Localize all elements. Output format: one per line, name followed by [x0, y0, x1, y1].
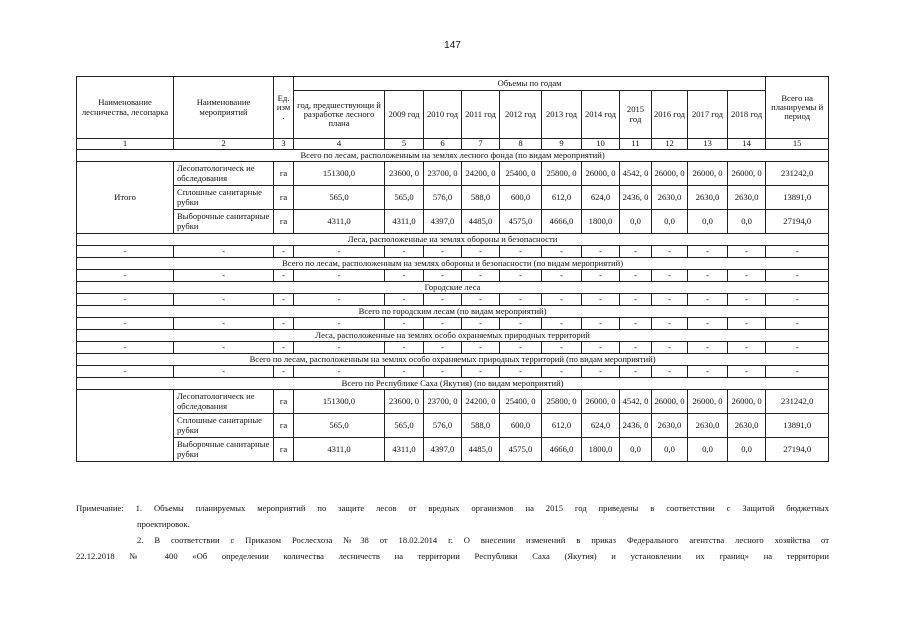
empty-cell: -	[688, 318, 728, 330]
empty-cell: -	[274, 366, 294, 378]
activity-name: Выборочные санитарные рубки	[174, 210, 274, 234]
year-value: 4666,0	[542, 210, 582, 234]
header-year: 2009 год	[385, 91, 424, 139]
year-value: 25400, 0	[500, 162, 542, 186]
column-number: 1	[77, 139, 174, 150]
column-number: 3	[274, 139, 294, 150]
column-number: 5	[385, 139, 424, 150]
empty-cell: -	[688, 270, 728, 282]
column-number: 12	[652, 139, 688, 150]
empty-cell: -	[728, 342, 766, 354]
header-row	[77, 77, 829, 91]
year-value: 25800, 0	[542, 390, 582, 414]
section-title-row	[77, 258, 829, 270]
column-number: 15	[766, 139, 829, 150]
year-value: 612,0	[542, 414, 582, 438]
activity-name: Выборочные санитарные рубки	[174, 438, 274, 462]
empty-cell: -	[766, 246, 829, 258]
section-title-row	[77, 234, 829, 246]
empty-cell: -	[294, 246, 385, 258]
year-value: 25400, 0	[500, 390, 542, 414]
year-value: 4666,0	[542, 438, 582, 462]
header-year: 2014 год	[582, 91, 620, 139]
empty-cell: -	[620, 318, 652, 330]
note-line-3: 2. В соответствии с Приказом Рослесхоза №38 от 18.02.2014 г. О внесении изменений в приказ Федерального агентства лесного хозяйства от	[137, 535, 829, 545]
section-title-row	[77, 330, 829, 342]
empty-cell: -	[500, 246, 542, 258]
table-row	[77, 162, 829, 186]
section-title: Всего по лесам, расположенным на землях лесного фонда (по видам мероприятий)	[77, 150, 829, 162]
year-value: 26000, 0	[728, 390, 766, 414]
empty-cell: -	[500, 342, 542, 354]
year-value: 24200, 0	[462, 390, 500, 414]
empty-cell: -	[688, 246, 728, 258]
total-value: 13891,0	[766, 414, 829, 438]
column-number: 10	[582, 139, 620, 150]
empty-cell: -	[582, 342, 620, 354]
column-number: 9	[542, 139, 582, 150]
table-row	[77, 414, 829, 438]
total-value: 13891,0	[766, 186, 829, 210]
empty-cell: -	[766, 342, 829, 354]
activity-name: Лесопатологическ ие обследования	[174, 390, 274, 414]
empty-cell: -	[728, 366, 766, 378]
empty-cell: -	[582, 246, 620, 258]
total-value: 231242,0	[766, 390, 829, 414]
section-title: Всего по городским лесам (по видам мероприятий)	[77, 306, 829, 318]
note-line-2: проектировок.	[137, 519, 190, 529]
empty-cell: -	[542, 318, 582, 330]
empty-cell: -	[77, 294, 174, 306]
note-line-1: Примечание: 1. Объемы планируемых мероприятий по защите лесов от вредных организмов на 2015 год приведены в соответствии с Защитой бюджетных	[76, 503, 829, 513]
table-row	[77, 186, 829, 210]
empty-cell: -	[766, 270, 829, 282]
empty-cell: -	[294, 270, 385, 282]
section-title: Всего по лесам, расположенным на землях обороны и безопасности (по видам мероприятий)	[77, 258, 829, 270]
year-value: 4311,0	[385, 210, 424, 234]
table-row	[77, 210, 829, 234]
year-value: 2630,0	[688, 414, 728, 438]
year-value: 2630,0	[688, 186, 728, 210]
empty-cell: -	[652, 342, 688, 354]
header-year: 2017 год	[688, 91, 728, 139]
year-value: 4397,0	[424, 438, 462, 462]
empty-cell: -	[424, 270, 462, 282]
empty-cell: -	[462, 270, 500, 282]
year-value: 26000, 0	[652, 162, 688, 186]
year-value: 576,0	[424, 414, 462, 438]
empty-cell: -	[294, 342, 385, 354]
header-year: 2011 год	[462, 91, 500, 139]
empty-cell: -	[462, 246, 500, 258]
empty-cell: -	[385, 342, 424, 354]
year-value: 26000, 0	[688, 162, 728, 186]
forest-protection-table	[76, 76, 829, 462]
empty-cell: -	[77, 366, 174, 378]
column-number: 2	[174, 139, 274, 150]
empty-cell: -	[77, 246, 174, 258]
empty-cell: -	[582, 270, 620, 282]
section-title-row	[77, 150, 829, 162]
year-value: 600,0	[500, 186, 542, 210]
section-title: Всего по лесам, расположенным на землях особо охраняемых природных территорий (по видам мероприятий)	[77, 354, 829, 366]
header-year-prior: год, предшествующи й разработке лесного плана	[294, 91, 385, 139]
empty-cell: -	[728, 294, 766, 306]
empty-cell: -	[274, 246, 294, 258]
column-number: 8	[500, 139, 542, 150]
empty-cell: -	[174, 318, 274, 330]
year-value: 600,0	[500, 414, 542, 438]
empty-cell: -	[652, 318, 688, 330]
section-title: Леса, расположенные на землях обороны и безопасности	[77, 234, 829, 246]
empty-cell: -	[582, 294, 620, 306]
empty-cell: -	[542, 270, 582, 282]
year-value: 0,0	[652, 210, 688, 234]
activity-name: Сплошные санитарные рубки	[174, 414, 274, 438]
year-value: 565,0	[385, 414, 424, 438]
empty-cell: -	[174, 342, 274, 354]
column-number: 14	[728, 139, 766, 150]
empty-cell: -	[424, 318, 462, 330]
year-value: 565,0	[385, 186, 424, 210]
empty-cell: -	[462, 342, 500, 354]
prior-year-value: 151300,0	[294, 162, 385, 186]
empty-cell: -	[652, 366, 688, 378]
table-row	[77, 390, 829, 414]
year-value: 23600, 0	[385, 162, 424, 186]
unit-cell: га	[274, 186, 294, 210]
year-value: 0,0	[620, 210, 652, 234]
empty-cell: -	[542, 366, 582, 378]
activity-name: Сплошные санитарные рубки	[174, 186, 274, 210]
empty-cell: -	[462, 318, 500, 330]
empty-cell: -	[424, 246, 462, 258]
empty-cell: -	[294, 294, 385, 306]
empty-cell: -	[688, 294, 728, 306]
year-value: 588,0	[462, 414, 500, 438]
note-line-4: 22.12.2018 № 400 «Об определении количества лесничеств на территории Республики Саха (Якутия) и установлении их границ» на территории	[76, 551, 829, 561]
empty-cell: -	[728, 246, 766, 258]
header-year: 2010 год	[424, 91, 462, 139]
page-number: 147	[444, 40, 461, 51]
group-label	[77, 390, 174, 462]
header-year: 2015 год	[620, 91, 652, 139]
empty-cell: -	[688, 342, 728, 354]
notes	[76, 500, 829, 564]
year-value: 23600, 0	[385, 390, 424, 414]
empty-cell: -	[274, 318, 294, 330]
unit-cell: га	[274, 390, 294, 414]
total-value: 27194,0	[766, 210, 829, 234]
empty-cell: -	[174, 294, 274, 306]
empty-cell: -	[766, 294, 829, 306]
section-title: Городские леса	[77, 282, 829, 294]
year-value: 26000, 0	[728, 162, 766, 186]
prior-year-value: 565,0	[294, 186, 385, 210]
column-number: 4	[294, 139, 385, 150]
year-value: 0,0	[688, 438, 728, 462]
column-number-row	[77, 139, 829, 150]
empty-cell: -	[542, 342, 582, 354]
empty-cell: -	[620, 246, 652, 258]
header-year: 2018 год	[728, 91, 766, 139]
year-value: 0,0	[728, 210, 766, 234]
total-value: 231242,0	[766, 162, 829, 186]
year-value: 1800,0	[582, 438, 620, 462]
empty-cell: -	[424, 342, 462, 354]
year-value: 23700, 0	[424, 390, 462, 414]
dash-row	[77, 294, 829, 306]
section-title-row	[77, 282, 829, 294]
empty-cell: -	[294, 366, 385, 378]
year-value: 26000, 0	[652, 390, 688, 414]
empty-cell: -	[542, 246, 582, 258]
column-number: 13	[688, 139, 728, 150]
section-title-row	[77, 354, 829, 366]
year-value: 612,0	[542, 186, 582, 210]
empty-cell: -	[274, 342, 294, 354]
year-value: 4485,0	[462, 210, 500, 234]
year-value: 4397,0	[424, 210, 462, 234]
empty-cell: -	[500, 270, 542, 282]
column-number: 6	[424, 139, 462, 150]
unit-cell: га	[274, 438, 294, 462]
header-year: 2012 год	[500, 91, 542, 139]
year-value: 26000, 0	[582, 162, 620, 186]
empty-cell: -	[652, 294, 688, 306]
empty-cell: -	[688, 366, 728, 378]
column-number: 11	[620, 139, 652, 150]
section-title: Всего по Республике Саха (Якутия) (по видам мероприятий)	[77, 378, 829, 390]
year-value: 624,0	[582, 414, 620, 438]
unit-cell: га	[274, 210, 294, 234]
year-value: 23700, 0	[424, 162, 462, 186]
empty-cell: -	[620, 366, 652, 378]
empty-cell: -	[77, 270, 174, 282]
year-value: 576,0	[424, 186, 462, 210]
activity-name: Лесопатологическ ие обследования	[174, 162, 274, 186]
dash-row	[77, 246, 829, 258]
empty-cell: -	[542, 294, 582, 306]
empty-cell: -	[728, 318, 766, 330]
year-value: 4542, 0	[620, 390, 652, 414]
year-value: 0,0	[652, 438, 688, 462]
empty-cell: -	[174, 366, 274, 378]
prior-year-value: 151300,0	[294, 390, 385, 414]
empty-cell: -	[766, 366, 829, 378]
empty-cell: -	[424, 366, 462, 378]
dash-row	[77, 342, 829, 354]
empty-cell: -	[652, 246, 688, 258]
empty-cell: -	[582, 366, 620, 378]
header-total: Всего на планируемы й период	[766, 77, 829, 139]
empty-cell: -	[77, 318, 174, 330]
year-value: 2436, 0	[620, 414, 652, 438]
section-title: Леса, расположенные на землях особо охраняемых природных территорий	[77, 330, 829, 342]
prior-year-value: 4311,0	[294, 438, 385, 462]
group-label: Итого	[77, 162, 174, 234]
year-value: 24200, 0	[462, 162, 500, 186]
year-value: 25800, 0	[542, 162, 582, 186]
empty-cell: -	[500, 318, 542, 330]
year-value: 2630,0	[728, 186, 766, 210]
empty-cell: -	[385, 246, 424, 258]
year-value: 624,0	[582, 186, 620, 210]
year-value: 588,0	[462, 186, 500, 210]
year-value: 2630,0	[728, 414, 766, 438]
dash-row	[77, 366, 829, 378]
year-value: 4575,0	[500, 210, 542, 234]
year-value: 26000, 0	[688, 390, 728, 414]
empty-cell: -	[274, 294, 294, 306]
year-value: 4485,0	[462, 438, 500, 462]
empty-cell: -	[620, 270, 652, 282]
empty-cell: -	[766, 318, 829, 330]
header-volumes-by-year: Объемы по годам	[294, 77, 766, 91]
empty-cell: -	[620, 342, 652, 354]
section-title-row	[77, 306, 829, 318]
table-row	[77, 438, 829, 462]
empty-cell: -	[424, 294, 462, 306]
empty-cell: -	[652, 270, 688, 282]
empty-cell: -	[385, 366, 424, 378]
empty-cell: -	[274, 270, 294, 282]
empty-cell: -	[462, 294, 500, 306]
header-forestry: Наименование лесничества, лесопарка	[77, 77, 174, 139]
year-value: 2630,0	[652, 414, 688, 438]
year-value: 2436, 0	[620, 186, 652, 210]
year-value: 2630,0	[652, 186, 688, 210]
header-unit: Ед. изм .	[274, 77, 294, 139]
header-year: 2016 год	[652, 91, 688, 139]
empty-cell: -	[385, 294, 424, 306]
empty-cell: -	[174, 246, 274, 258]
year-value: 1800,0	[582, 210, 620, 234]
year-value: 0,0	[728, 438, 766, 462]
section-title-row	[77, 378, 829, 390]
year-value: 4575,0	[500, 438, 542, 462]
empty-cell: -	[294, 318, 385, 330]
year-value: 4311,0	[385, 438, 424, 462]
dash-row	[77, 270, 829, 282]
year-value: 26000, 0	[582, 390, 620, 414]
unit-cell: га	[274, 414, 294, 438]
empty-cell: -	[582, 318, 620, 330]
empty-cell: -	[500, 294, 542, 306]
header-year: 2013 год	[542, 91, 582, 139]
empty-cell: -	[500, 366, 542, 378]
year-value: 4542, 0	[620, 162, 652, 186]
prior-year-value: 565,0	[294, 414, 385, 438]
year-value: 0,0	[688, 210, 728, 234]
empty-cell: -	[728, 270, 766, 282]
column-number: 7	[462, 139, 500, 150]
empty-cell: -	[620, 294, 652, 306]
dash-row	[77, 318, 829, 330]
empty-cell: -	[462, 366, 500, 378]
unit-cell: га	[274, 162, 294, 186]
year-value: 0,0	[620, 438, 652, 462]
empty-cell: -	[174, 270, 274, 282]
total-value: 27194,0	[766, 438, 829, 462]
header-activities: Наименование мероприятий	[174, 77, 274, 139]
empty-cell: -	[77, 342, 174, 354]
empty-cell: -	[385, 318, 424, 330]
empty-cell: -	[385, 270, 424, 282]
prior-year-value: 4311,0	[294, 210, 385, 234]
